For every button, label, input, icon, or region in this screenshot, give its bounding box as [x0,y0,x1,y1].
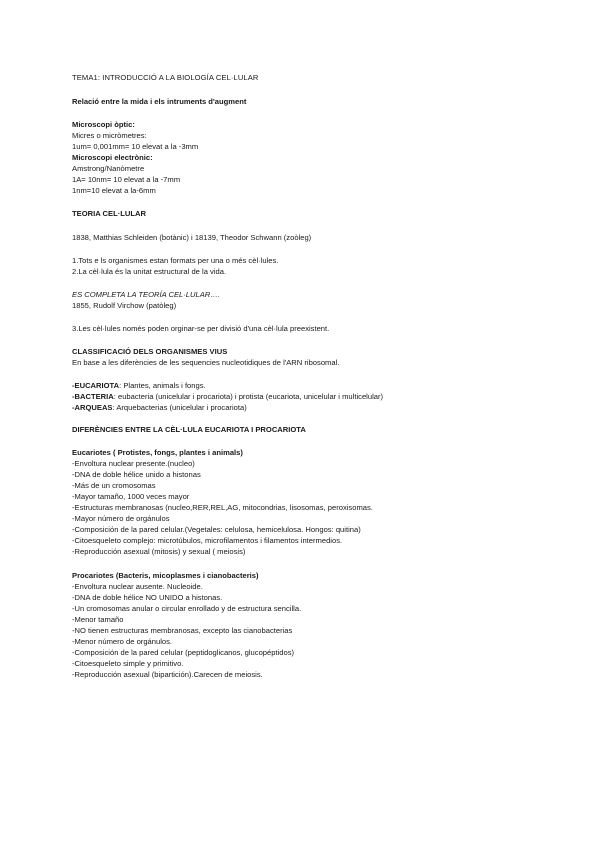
text-line: En base a les diferències de les sequencies nucleotidiques de l'ARN ribosomal. [72,358,340,367]
classification-term: -BACTERIA [72,392,114,401]
list-item: -Composición de la pared celular (peptidoglicanos, glucopéptidos) [72,648,295,657]
text-line: Amstrong/Nanòmetre [72,164,145,173]
list-item: -Composición de la pared celular.(Vegetales: celulosa, hemicelulosa. Hongos: quitina) [72,525,361,534]
list-item: -Envoltura nuclear ausente. Nucleoide. [72,582,203,591]
classification-item [72,380,206,391]
text-line: 1838, Matthias Schleiden (botànic) i 18139, Theodor Schwann (zoòleg) [72,233,312,242]
section-heading-teoria: TEORIA CEL·LULAR [72,209,146,218]
section-heading-mida: Relació entre la mida i els intruments d'augment [72,97,247,106]
text-line: 2.La cèl·lula és la unitat estructural de la vida. [72,267,227,276]
list-item: -Menor número de orgánulos. [72,637,173,646]
text-line: 1855, Rudolf Virchow (patòleg) [72,301,177,310]
document-title: TEMA1: INTRODUCCIÓ A LA BIOLOGÍA CEL·LULAR [72,73,259,82]
text-line: 1.Tots e ls organismes estan formats per una o més cèl·lules. [72,256,279,265]
list-item: -DNA de doble hélice NO UNIDO a histonas. [72,593,223,602]
classification-item [72,391,383,402]
list-item: -NO tienen estructuras membranosas, excepto las cianobacterias [72,626,293,635]
list-item: -Citoesqueleto complejo: microtúbulos, microfilamentos i filamentos intermedios. [72,536,343,545]
list-item: -DNA de doble hélice unido a histonas [72,470,201,479]
list-item: -Un cromosomas anular o circular enrollado y de estructura sencilla. [72,604,302,613]
list-item: -Más de un cromosomas [72,481,156,490]
classification-desc: : eubacteria (unicelular i procariota) i protista (eucariota, unicelular i multicelular) [113,392,384,401]
heading-procariotes: Procariotes (Bacteris, micoplasmes i cianobacteris) [72,571,259,580]
classification-term: -ARQUEAS [72,403,113,412]
list-item: -Citoesqueleto simple y primitivo. [72,659,184,668]
classification-desc: : Plantes, animals i fongs. [119,381,206,390]
heading-microscopi-electronic: Microscopi electrònic: [72,153,153,162]
text-line: 1um= 0,001mm= 10 elevat a la -3mm [72,142,199,151]
text-line: 3.Les cèl·lules només poden orginar-se per divisió d'una cèl·lula preexistent. [72,324,330,333]
classification-item [72,402,247,413]
list-item: -Mayor número de orgánulos [72,514,170,523]
list-item: -Reproducción asexual (mitosis) y sexual ( meiosis) [72,547,246,556]
classification-term: -EUCARIOTA [72,381,120,390]
text-line: 1nm=10 elevat a la-6mm [72,186,156,195]
list-item: -Envoltura nuclear presente.(nucleo) [72,459,195,468]
section-heading-diferencies: DIFERÈNCIES ENTRE LA CÈL·LULA EUCARIOTA I PROCARIOTA [72,425,306,434]
list-item: -Mayor tamaño, 1000 veces mayor [72,492,190,501]
text-line: Micres o micròmetres: [72,131,147,140]
list-item: -Menor tamaño [72,615,124,624]
text-line: 1A= 10nm= 10 elevat a la -7mm [72,175,181,184]
classification-desc: : Arquebacterias (unicelular i procariota) [112,403,247,412]
heading-eucariotes: Eucariotes ( Protistes, fongs, plantes i animals) [72,448,243,457]
heading-microscopi-optic: Microscopi òptic: [72,120,135,129]
italic-note: ES COMPLETA LA TEORÍA CEL·LULAR…. [72,290,220,299]
section-heading-classificacio: CLASSIFICACIÓ DELS ORGANISMES VIUS [72,347,228,356]
list-item: -Reproducción asexual (bipartición).Carecen de meiosis. [72,670,263,679]
list-item: -Estructuras membranosas (nucleo,RER,REL,AG, mitocondrias, lisosomas, peroxisomas. [72,503,373,512]
